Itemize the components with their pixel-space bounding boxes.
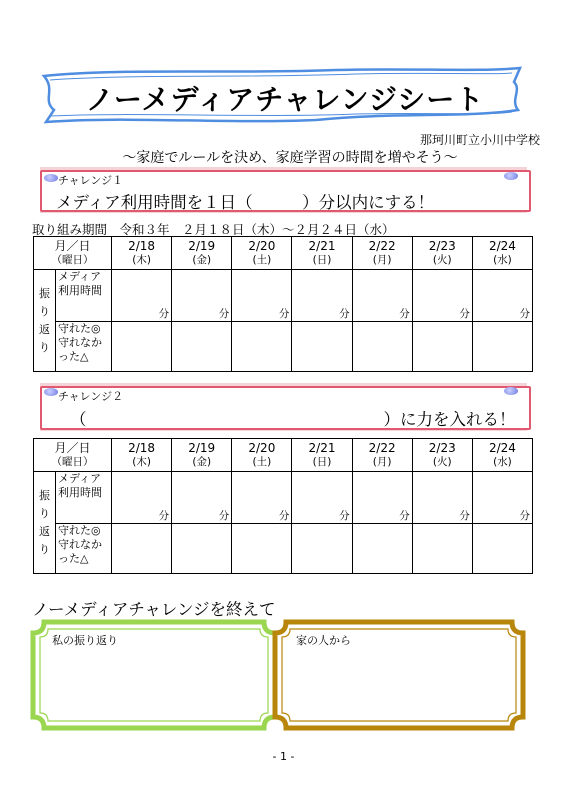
row-label-kept: 守れた◎ 守れなか った△	[56, 322, 112, 372]
table-row-kept	[34, 524, 533, 574]
header-day-0: 2/18 (木)	[112, 439, 172, 472]
challenge1-dot-icon	[44, 174, 58, 182]
minutes-cell[interactable]: 分	[352, 472, 412, 524]
minutes-cell[interactable]: 分	[412, 472, 472, 524]
minutes-cell[interactable]: 分	[172, 472, 232, 524]
challenge1-dot-icon	[504, 172, 518, 180]
kept-cell[interactable]	[112, 322, 172, 372]
table-row-kept	[34, 322, 533, 372]
header-day-4: 2/22 (月)	[352, 237, 412, 270]
header-day-2: 2/20 (土)	[232, 237, 292, 270]
kept-cell[interactable]	[472, 524, 532, 574]
kept-cell[interactable]	[172, 524, 232, 574]
minutes-cell[interactable]: 分	[292, 472, 352, 524]
header-day-4: 2/22 (月)	[352, 439, 412, 472]
row-label-media-time: メディア 利用時間	[56, 270, 112, 322]
table-row-media-time	[34, 472, 533, 524]
challenge1-label: チャレンジ１	[58, 174, 124, 187]
table-header-row	[34, 237, 533, 270]
media-log-table-1	[33, 236, 533, 372]
minutes-cell[interactable]: 分	[232, 472, 292, 524]
kept-cell[interactable]	[232, 322, 292, 372]
header-day-5: 2/23 (火)	[412, 237, 472, 270]
header-day-3: 2/21 (日)	[292, 439, 352, 472]
header-day-6: 2/24 (水)	[472, 237, 532, 270]
minutes-cell[interactable]: 分	[112, 270, 172, 322]
kept-cell[interactable]	[112, 524, 172, 574]
table-header-row	[34, 439, 533, 472]
kept-cell[interactable]	[292, 524, 352, 574]
side-label-reflection: 振 り 返 り	[34, 270, 56, 372]
subtitle: ～家庭でルールを決め、家庭学習の時間を増やそう～	[122, 150, 458, 166]
minutes-cell[interactable]: 分	[412, 270, 472, 322]
kept-cell[interactable]	[352, 322, 412, 372]
kept-cell[interactable]	[352, 524, 412, 574]
page-title: ノーメディアチャレンジシート	[85, 83, 485, 116]
kept-cell[interactable]	[292, 322, 352, 372]
kept-cell[interactable]	[412, 524, 472, 574]
side-label-reflection: 振 り 返 り	[34, 472, 56, 574]
header-day-1: 2/19 (金)	[172, 237, 232, 270]
page-number: - 1 -	[272, 750, 295, 763]
self-reflection-label: 私の振り返り	[52, 634, 118, 647]
row-label-media-time: メディア 利用時間	[56, 472, 112, 524]
header-day-3: 2/21 (日)	[292, 237, 352, 270]
reflection-heading: ノーメディアチャレンジを終えて	[32, 600, 276, 619]
kept-cell[interactable]	[232, 524, 292, 574]
minutes-cell[interactable]: 分	[172, 270, 232, 322]
minutes-cell[interactable]: 分	[112, 472, 172, 524]
header-day-5: 2/23 (火)	[412, 439, 472, 472]
kept-cell[interactable]	[472, 322, 532, 372]
challenge2-dot-icon	[44, 388, 58, 396]
media-log-table-2	[33, 438, 533, 574]
header-day-0: 2/18 (木)	[112, 237, 172, 270]
challenge1-text: メディア利用時間を１日（ ）分以内にする！	[56, 193, 435, 212]
family-comment-label: 家の人から	[296, 634, 351, 647]
kept-cell[interactable]	[412, 322, 472, 372]
table-row-media-time	[34, 270, 533, 322]
challenge2-dot-icon	[504, 387, 518, 395]
header-day-6: 2/24 (水)	[472, 439, 532, 472]
header-date-cell: 月／日 （曜日）	[34, 237, 112, 270]
minutes-cell[interactable]: 分	[232, 270, 292, 322]
row-label-kept: 守れた◎ 守れなか った△	[56, 524, 112, 574]
challenge-period: 取り組み期間 令和３年 ２月１８日（木）～２月２４日（水）	[32, 222, 395, 237]
challenge2-text: （ ）に力を入れる！	[70, 410, 516, 429]
header-date-cell: 月／日 （曜日）	[34, 439, 112, 472]
school-name: 那珂川町立小川中学校	[419, 133, 540, 147]
header-day-1: 2/19 (金)	[172, 439, 232, 472]
kept-cell[interactable]	[172, 322, 232, 372]
minutes-cell[interactable]: 分	[292, 270, 352, 322]
minutes-cell[interactable]: 分	[472, 270, 532, 322]
minutes-cell[interactable]: 分	[352, 270, 412, 322]
minutes-cell[interactable]: 分	[472, 472, 532, 524]
header-day-2: 2/20 (土)	[232, 439, 292, 472]
challenge2-label: チャレンジ２	[58, 390, 124, 403]
